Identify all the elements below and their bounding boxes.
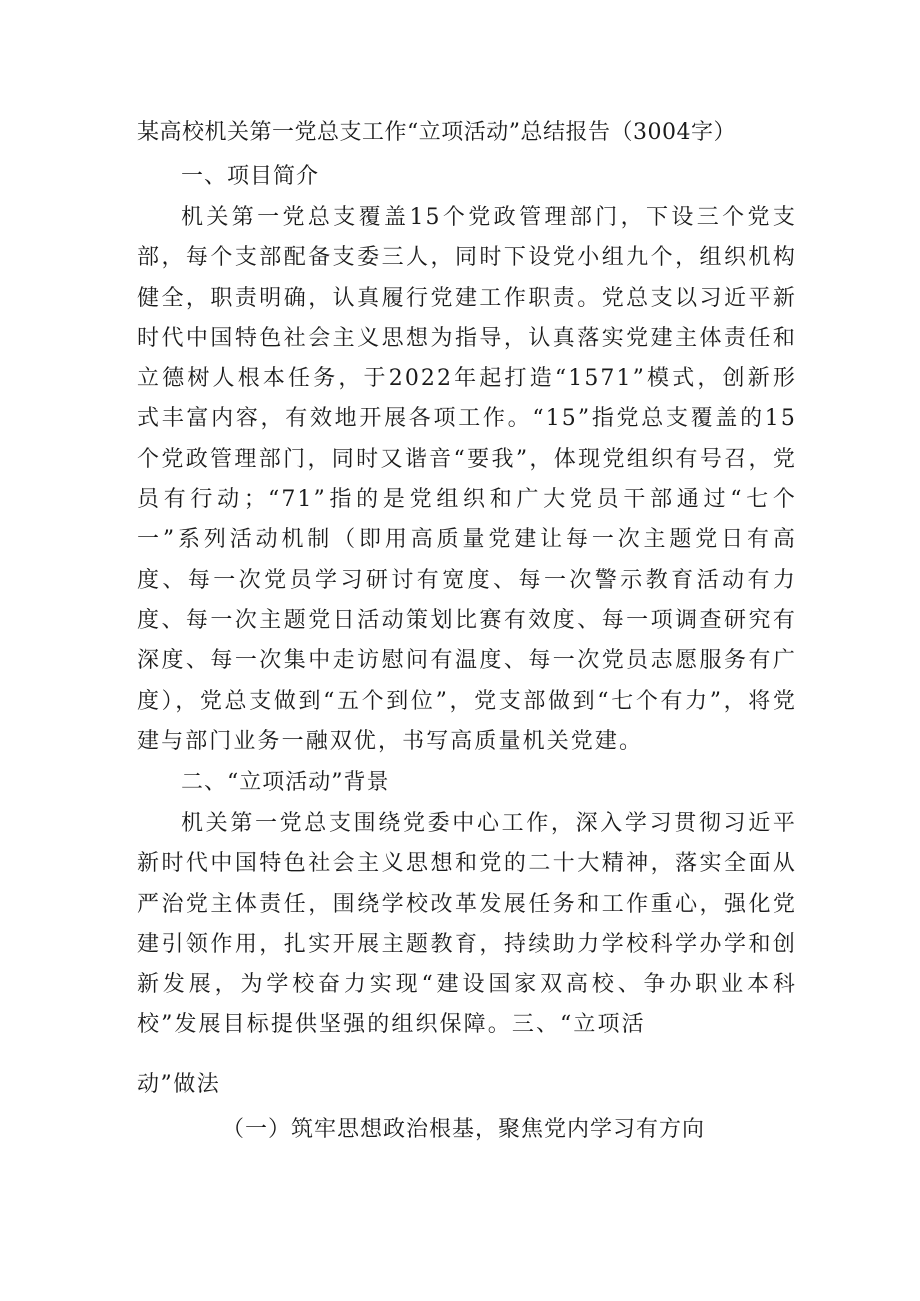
section-heading-methods-continuation: 动”做法 bbox=[137, 1072, 221, 1097]
subsection-heading-1: （一）筑牢思想政治根基，聚焦党内学习有方向 bbox=[222, 1117, 706, 1142]
section-heading-project-intro: 一、项目简介 bbox=[181, 164, 320, 189]
document-title: 某高校机关第一党总支工作“立项活动”总结报告（3004字） bbox=[137, 120, 736, 145]
section-heading-background: 二、“立项活动”背景 bbox=[181, 770, 390, 795]
section-paragraph-background: 机关第一党总支围绕党委中心工作，深入学习贯彻习近平新时代中国特色社会主义思想和党的二十大精神，落实全面从严治党主体责任，围绕学校改革发展任务和工作重心，强化党建引领作用，扎实开展主题教育，持续助力学校科学办学和创新发展，为学校奋力实现“建设国家双高校、争办职业本科校”发展目标提供坚强的组织保障。三、“立项活 bbox=[137, 811, 797, 1038]
section-paragraph-project-intro: 机关第一党总支覆盖15个党政管理部门，下设三个党支部，每个支部配备支委三人，同时下设党小组九个，组织机构健全，职责明确，认真履行党建工作职责。党总支以习近平新时代中国特色社会主义思想为指导，认真落实党建主体责任和立德树人根本任务，于2022年起打造“1571”模式，创新形式丰富内容，有效地开展各项工作。“15”指党总支覆盖的15个党政管理部门，同时又谐音“要我”，体现党组织有号召，党员有行动；“71”指的是党组织和广大党员干部通过“七个一”系列活动机制（即用高质量党建让每一次主题党日有高度、每一次党员学习研讨有宽度、每一次警示教育活动有力度、每一次主题党日活动策划比赛有效度、每一项调查研究有深度、每一次集中走访慰问有温度、每一次党员志愿服务有广度），党总支做到“五个到位”，党支部做到“七个有力”，将党建与部门业务一融双优，书写高质量机关党建。 bbox=[137, 205, 797, 754]
